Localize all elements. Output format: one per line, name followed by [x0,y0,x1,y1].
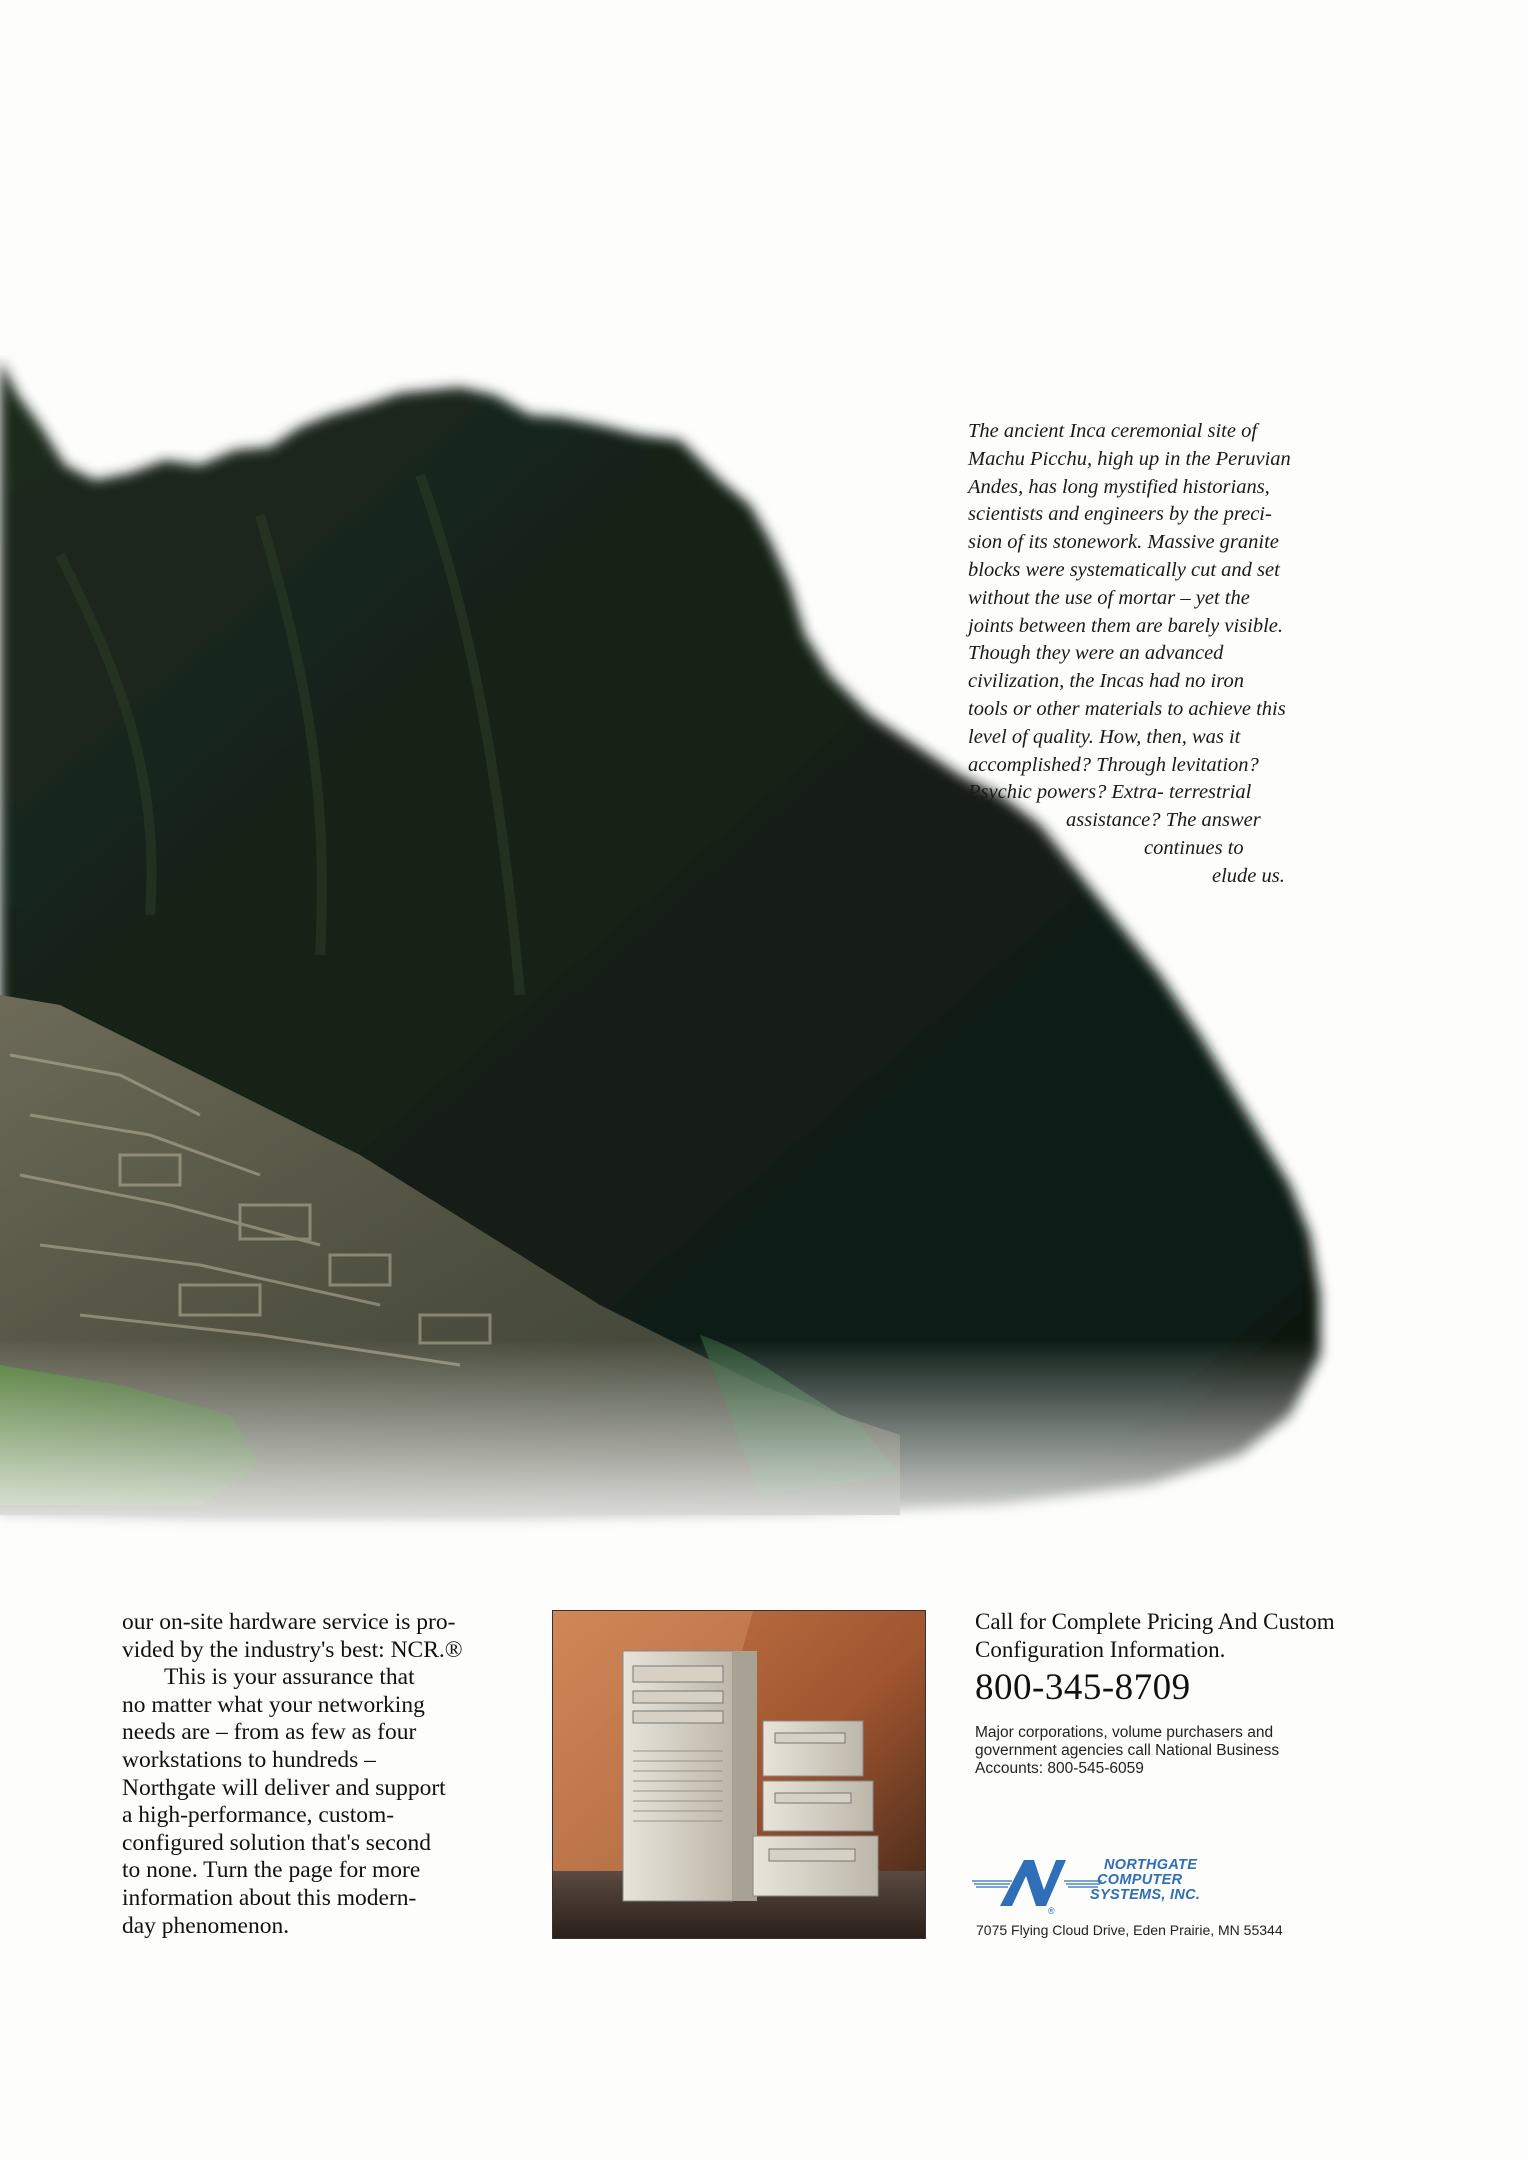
corporate-accounts-note [975,1724,1395,1778]
call-to-action [975,1608,1395,1778]
photo-caption [968,418,1368,891]
registered-mark: ® [1048,1906,1055,1916]
note-line: Accounts: 800-545-6059 [975,1760,1144,1777]
computer-product-photo [552,1610,926,1939]
caption-line: The ancient Inca ceremonial site of [968,420,1258,442]
caption-line: level of quality. How, then, was it [968,725,1241,748]
cta-heading-line: Configuration Information. [975,1637,1226,1662]
caption-line: tools or other materials to achieve this [968,697,1286,720]
body-copy [122,1609,502,1940]
caption-line: civilization, the Incas had no iron [968,670,1244,693]
caption-line: without the use of mortar – yet the [968,586,1250,609]
caption-line: assistance? The answer [1066,809,1261,832]
caption-line: accomplished? Through levitation? [968,753,1259,776]
logo-line: COMPUTER [1097,1872,1183,1888]
caption-line: joints between them are barely visible. [968,614,1284,637]
body-line: configured solution that's second [122,1829,432,1856]
body-line: our on-site hardware service is pro- [122,1609,456,1635]
caption-line: Andes, has long mystified historians, [968,475,1270,498]
body-line: a high-performance, custom- [122,1802,395,1829]
logo-line: NORTHGATE [1104,1857,1198,1873]
cta-heading [975,1608,1395,1664]
note-line: Major corporations, volume purchasers and [975,1724,1274,1741]
body-line: no matter what your networking [122,1691,425,1718]
cta-heading-line: Call for Complete Pricing And Custom [975,1609,1335,1634]
caption-line: scientists and engineers by the preci- [968,503,1272,526]
caption-line: Machu Picchu, high up in the Peruvian [968,447,1291,470]
caption-line: Though they were an advanced [968,642,1224,665]
caption-line: Psychic powers? Extra- terrestrial [968,781,1252,804]
caption-line: blocks were systematically cut and set [968,558,1280,581]
body-line: Northgate will deliver and support [122,1774,446,1801]
northgate-n-mark-icon [972,1850,1104,1916]
note-line: government agencies call National Business [975,1742,1280,1759]
computer-image [553,1611,925,1938]
logo-wordmark [1090,1858,1200,1903]
body-line: day phenomenon. [122,1912,290,1939]
company-address: 7075 Flying Cloud Drive, Eden Prairie, MN 55344 [976,1922,1283,1938]
body-line: needs are – from as few as four [122,1719,417,1746]
body-line: information about this modern- [122,1884,417,1911]
northgate-logo [972,1850,1232,1916]
body-line: This is your assurance that [164,1664,415,1691]
body-line: workstations to hundreds – [122,1746,376,1773]
body-line: vided by the industry's best: NCR.® [122,1636,463,1663]
caption-line: continues to [1144,836,1244,859]
caption-line: sion of its stonework. Massive granite [968,531,1279,554]
caption-line: elude us. [1212,864,1285,887]
logo-line: SYSTEMS, INC. [1090,1887,1201,1903]
body-line: to none. Turn the page for more [122,1857,421,1884]
phone-number: 800-345-8709 [975,1667,1191,1708]
